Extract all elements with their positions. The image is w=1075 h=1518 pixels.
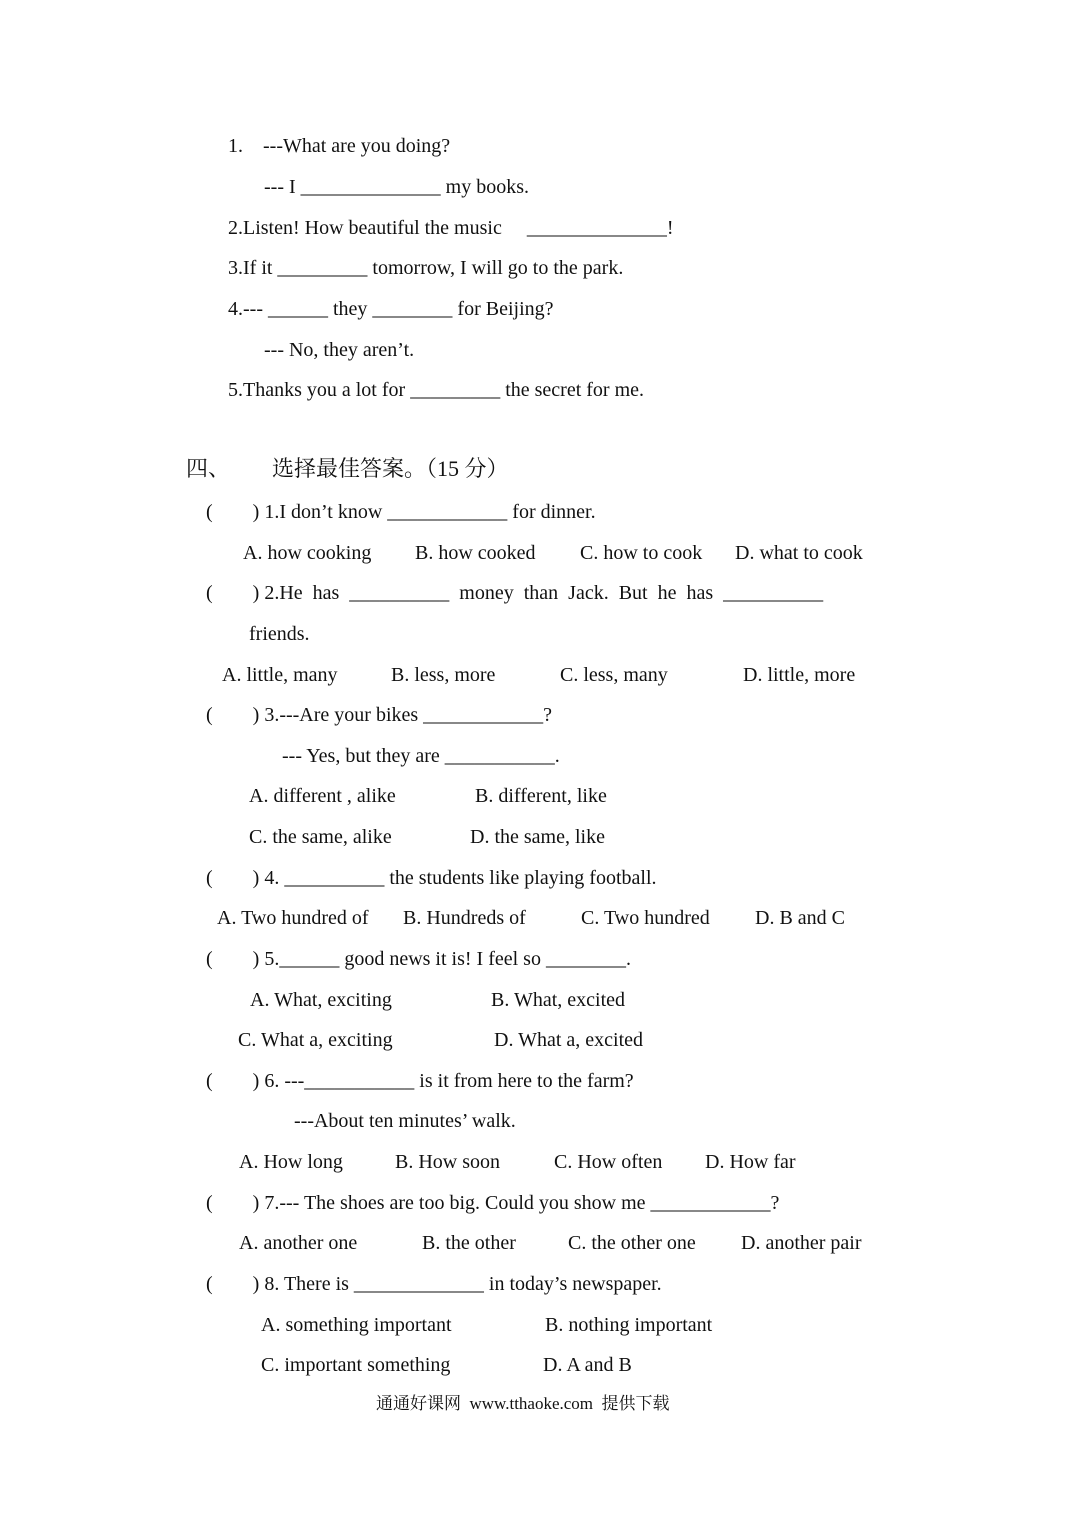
question-2-option-c: C. less, many [560, 664, 668, 686]
question-4-option-c: C. Two hundred [581, 907, 710, 929]
question-2-option-b: B. less, more [391, 664, 496, 686]
page-footer: 通通好课网 www.tthaoke.com 提供下载 [376, 1394, 670, 1413]
fill-in-question-5: 5.Thanks you a lot for _________ the secret for me. [228, 379, 645, 401]
fill-in-question-1: 1. ---What are you doing? [228, 135, 451, 157]
question-2-option-d: D. little, more [743, 664, 856, 686]
question-3-stem-continued: --- Yes, but they are ___________. [282, 745, 560, 767]
question-1-option-b: B. how cooked [415, 542, 536, 564]
question-4-stem: ( ) 4. __________ the students like playing football. [206, 867, 657, 889]
question-4-option-b: B. Hundreds of [403, 907, 526, 929]
section-number: 四、 [186, 456, 231, 481]
question-7-stem: ( ) 7.--- The shoes are too big. Could you show me ____________? [206, 1192, 780, 1214]
question-2-stem: ( ) 2.He has __________ money than Jack. But he has __________ [206, 582, 824, 604]
question-7-option-d: D. another pair [741, 1232, 862, 1254]
question-1-option-d: D. what to cook [735, 542, 863, 564]
question-1-stem: ( ) 1.I don’t know ____________ for dinner. [206, 501, 596, 523]
question-2-stem-continued: friends. [249, 623, 310, 645]
question-6-stem: ( ) 6. ---___________ is it from here to the farm? [206, 1070, 634, 1092]
question-4-option-d: D. B and C [755, 907, 845, 929]
question-5-stem: ( ) 5.______ good news it is! I feel so ________. [206, 948, 631, 970]
question-3-option-a: A. different , alike [249, 785, 396, 807]
question-5-option-b: B. What, excited [491, 989, 626, 1011]
question-8-option-b: B. nothing important [545, 1314, 713, 1336]
question-6-option-b: B. How soon [395, 1151, 501, 1173]
question-3-option-b: B. different, like [475, 785, 607, 807]
fill-in-question-1-answer: --- I ______________ my books. [264, 176, 529, 198]
question-6-stem-continued: ---About ten minutes’ walk. [294, 1110, 516, 1132]
question-8-option-d: D. A and B [543, 1354, 632, 1376]
question-5-option-c: C. What a, exciting [238, 1029, 393, 1051]
question-8-stem: ( ) 8. There is _____________ in today’s newspaper. [206, 1273, 662, 1295]
question-4-option-a: A. Two hundred of [217, 907, 369, 929]
question-3-stem: ( ) 3.---Are your bikes ____________? [206, 704, 553, 726]
section-title: 选择最佳答案。（15 分） [272, 456, 509, 481]
question-5-option-a: A. What, exciting [250, 989, 392, 1011]
question-5-option-d: D. What a, excited [494, 1029, 644, 1051]
question-7-option-a: A. another one [239, 1232, 358, 1254]
question-3-option-c: C. the same, alike [249, 826, 392, 848]
question-8-option-c: C. important something [261, 1354, 451, 1376]
question-1-option-c: C. how to cook [580, 542, 703, 564]
fill-in-question-4: 4.--- ______ they ________ for Beijing? [228, 298, 554, 320]
fill-in-question-4-answer: --- No, they aren’t. [264, 339, 415, 361]
question-2-option-a: A. little, many [222, 664, 338, 686]
question-7-option-b: B. the other [422, 1232, 516, 1254]
question-6-option-c: C. How often [554, 1151, 663, 1173]
question-1-option-a: A. how cooking [243, 542, 372, 564]
fill-in-question-2: 2.Listen! How beautiful the music ______________! [228, 217, 674, 239]
fill-in-question-3: 3.If it _________ tomorrow, I will go to the park. [228, 257, 624, 279]
question-6-option-a: A. How long [239, 1151, 343, 1173]
question-7-option-c: C. the other one [568, 1232, 696, 1254]
question-3-option-d: D. the same, like [470, 826, 605, 848]
question-6-option-d: D. How far [705, 1151, 796, 1173]
question-8-option-a: A. something important [261, 1314, 452, 1336]
